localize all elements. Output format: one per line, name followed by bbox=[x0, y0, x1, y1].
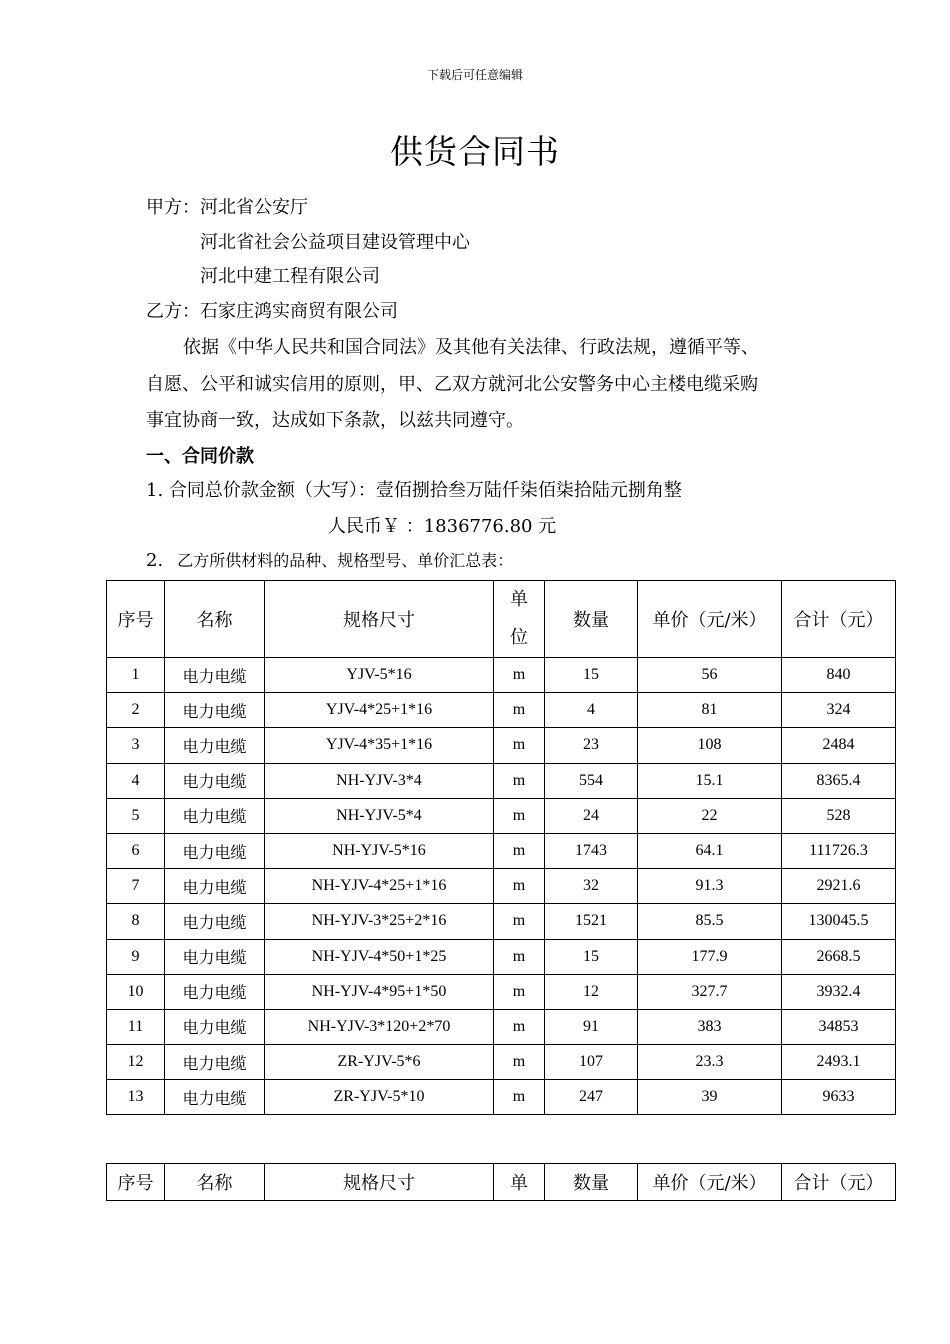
cell-total: 2668.5 bbox=[782, 939, 896, 974]
header-qty: 数量 bbox=[545, 581, 638, 658]
cell-total: 840 bbox=[782, 658, 896, 693]
cell-qty: 554 bbox=[545, 763, 638, 798]
party-a-label: 甲方： bbox=[146, 197, 200, 218]
cell-seq: 6 bbox=[107, 833, 165, 868]
cell-total: 2493.1 bbox=[782, 1045, 896, 1080]
cell-spec: NH-YJV-4*25+1*16 bbox=[265, 869, 494, 904]
cell-total: 528 bbox=[782, 798, 896, 833]
cell-spec: NH-YJV-5*16 bbox=[265, 833, 494, 868]
cell-qty: 4 bbox=[545, 693, 638, 728]
cell-unit: m bbox=[494, 763, 545, 798]
table-header-row bbox=[107, 1164, 896, 1201]
cell-name: 电力电缆 bbox=[165, 1080, 265, 1115]
cell-seq: 10 bbox=[107, 974, 165, 1009]
cell-total: 130045.5 bbox=[782, 904, 896, 939]
table-row bbox=[107, 763, 896, 798]
cell-unit: m bbox=[494, 1045, 545, 1080]
cell-name: 电力电缆 bbox=[165, 833, 265, 868]
cell-seq: 2 bbox=[107, 693, 165, 728]
item-1-total-words: 1. 合同总价款金额（大写）：壹佰捌拾叁万陆仟柒佰柒拾陆元捌角整 bbox=[146, 480, 682, 501]
cell-qty: 12 bbox=[545, 974, 638, 1009]
cell-name: 电力电缆 bbox=[165, 798, 265, 833]
cell-seq: 13 bbox=[107, 1080, 165, 1115]
header-spec: 规格尺寸 bbox=[265, 581, 494, 658]
header-unit-bottom: 位 bbox=[510, 627, 528, 648]
cell-seq: 9 bbox=[107, 939, 165, 974]
cell-name: 电力电缆 bbox=[165, 728, 265, 763]
table-row bbox=[107, 833, 896, 868]
header-qty: 数量 bbox=[545, 1164, 638, 1201]
cell-spec: NH-YJV-3*25+2*16 bbox=[265, 904, 494, 939]
price-table bbox=[106, 580, 896, 1115]
table-row bbox=[107, 1045, 896, 1080]
cell-price: 85.5 bbox=[638, 904, 782, 939]
cell-seq: 4 bbox=[107, 763, 165, 798]
table-row bbox=[107, 693, 896, 728]
header-seq: 序号 bbox=[107, 581, 165, 658]
cell-total: 2484 bbox=[782, 728, 896, 763]
header-note: 下载后可任意编辑 bbox=[426, 68, 523, 82]
cell-seq: 8 bbox=[107, 904, 165, 939]
header-total: 合计（元） bbox=[782, 581, 896, 658]
cell-qty: 15 bbox=[545, 939, 638, 974]
section-1-title: 一、合同价款 bbox=[146, 446, 254, 467]
price-table-continued bbox=[106, 1163, 896, 1201]
cell-price: 15.1 bbox=[638, 763, 782, 798]
party-b-name: 石家庄鸿实商贸有限公司 bbox=[200, 301, 398, 322]
cell-price: 39 bbox=[638, 1080, 782, 1115]
header-spec: 规格尺寸 bbox=[265, 1164, 494, 1201]
cell-price: 81 bbox=[638, 693, 782, 728]
item-2-number: 2. bbox=[146, 550, 164, 571]
table-row bbox=[107, 974, 896, 1009]
cell-spec: YJV-4*35+1*16 bbox=[265, 728, 494, 763]
cell-spec: NH-YJV-4*95+1*50 bbox=[265, 974, 494, 1009]
table-row bbox=[107, 869, 896, 904]
cell-spec: YJV-5*16 bbox=[265, 658, 494, 693]
party-a-name-2: 河北省社会公益项目建设管理中心 bbox=[200, 232, 470, 253]
party-a-line bbox=[146, 193, 308, 219]
cell-qty: 15 bbox=[545, 658, 638, 693]
cell-name: 电力电缆 bbox=[165, 658, 265, 693]
header-unit: 单 bbox=[494, 1164, 545, 1201]
cell-total: 9633 bbox=[782, 1080, 896, 1115]
table-row bbox=[107, 904, 896, 939]
document-title: 供货合同书 bbox=[390, 132, 560, 171]
cell-unit: m bbox=[494, 798, 545, 833]
cell-total: 324 bbox=[782, 693, 896, 728]
cell-unit: m bbox=[494, 728, 545, 763]
table-header-row bbox=[107, 581, 896, 658]
cell-price: 91.3 bbox=[638, 869, 782, 904]
table-row bbox=[107, 658, 896, 693]
cell-seq: 12 bbox=[107, 1045, 165, 1080]
cell-price: 22 bbox=[638, 798, 782, 833]
cell-name: 电力电缆 bbox=[165, 974, 265, 1009]
table-row bbox=[107, 1009, 896, 1044]
cell-price: 177.9 bbox=[638, 939, 782, 974]
cell-qty: 24 bbox=[545, 798, 638, 833]
intro-line-3: 事宜协商一致，达成如下条款，以兹共同遵守。 bbox=[146, 410, 524, 431]
cell-total: 111726.3 bbox=[782, 833, 896, 868]
cell-name: 电力电缆 bbox=[165, 1009, 265, 1044]
cell-spec: NH-YJV-3*120+2*70 bbox=[265, 1009, 494, 1044]
cell-unit: m bbox=[494, 658, 545, 693]
party-b-line bbox=[146, 297, 398, 323]
header-name: 名称 bbox=[165, 1164, 265, 1201]
cell-unit: m bbox=[494, 833, 545, 868]
cell-name: 电力电缆 bbox=[165, 869, 265, 904]
cell-spec: NH-YJV-5*4 bbox=[265, 798, 494, 833]
cell-qty: 32 bbox=[545, 869, 638, 904]
cell-spec: YJV-4*25+1*16 bbox=[265, 693, 494, 728]
cell-seq: 3 bbox=[107, 728, 165, 763]
table-row bbox=[107, 798, 896, 833]
cell-seq: 7 bbox=[107, 869, 165, 904]
cell-price: 64.1 bbox=[638, 833, 782, 868]
cell-unit: m bbox=[494, 1080, 545, 1115]
cell-unit: m bbox=[494, 693, 545, 728]
cell-seq: 1 bbox=[107, 658, 165, 693]
party-a-name-3: 河北中建工程有限公司 bbox=[200, 266, 380, 287]
cell-unit: m bbox=[494, 904, 545, 939]
intro-line-2: 自愿、公平和诚实信用的原则，甲、乙双方就河北公安警务中心主楼电缆采购 bbox=[146, 374, 758, 395]
cell-qty: 247 bbox=[545, 1080, 638, 1115]
cell-spec: ZR-YJV-5*10 bbox=[265, 1080, 494, 1115]
cell-unit: m bbox=[494, 1009, 545, 1044]
item-2-line bbox=[146, 548, 513, 571]
header-seq: 序号 bbox=[107, 1164, 165, 1201]
cell-total: 34853 bbox=[782, 1009, 896, 1044]
cell-name: 电力电缆 bbox=[165, 939, 265, 974]
cell-qty: 23 bbox=[545, 728, 638, 763]
cell-total: 3932.4 bbox=[782, 974, 896, 1009]
cell-spec: NH-YJV-3*4 bbox=[265, 763, 494, 798]
table-row bbox=[107, 1080, 896, 1115]
cell-qty: 91 bbox=[545, 1009, 638, 1044]
cell-unit: m bbox=[494, 869, 545, 904]
cell-unit: m bbox=[494, 974, 545, 1009]
intro-line-1: 依据《中华人民共和国合同法》及其他有关法律、行政法规，遵循平等、 bbox=[183, 337, 759, 358]
cell-price: 23.3 bbox=[638, 1045, 782, 1080]
cell-price: 327.7 bbox=[638, 974, 782, 1009]
cell-qty: 1521 bbox=[545, 904, 638, 939]
cell-seq: 5 bbox=[107, 798, 165, 833]
party-b-label: 乙方： bbox=[146, 301, 200, 322]
header-unit bbox=[494, 581, 545, 658]
header-name: 名称 bbox=[165, 581, 265, 658]
cell-total: 2921.6 bbox=[782, 869, 896, 904]
cell-name: 电力电缆 bbox=[165, 1045, 265, 1080]
cell-unit: m bbox=[494, 939, 545, 974]
header-price: 单价（元/米） bbox=[638, 1164, 782, 1201]
cell-name: 电力电缆 bbox=[165, 763, 265, 798]
table-row bbox=[107, 728, 896, 763]
cell-name: 电力电缆 bbox=[165, 693, 265, 728]
cell-spec: ZR-YJV-5*6 bbox=[265, 1045, 494, 1080]
cell-qty: 1743 bbox=[545, 833, 638, 868]
cell-seq: 11 bbox=[107, 1009, 165, 1044]
cell-spec: NH-YJV-4*50+1*25 bbox=[265, 939, 494, 974]
cell-price: 383 bbox=[638, 1009, 782, 1044]
table-row bbox=[107, 939, 896, 974]
cell-price: 56 bbox=[638, 658, 782, 693]
header-total: 合计（元） bbox=[782, 1164, 896, 1201]
cell-total: 8365.4 bbox=[782, 763, 896, 798]
header-price: 单价（元/米） bbox=[638, 581, 782, 658]
item-2-text: 乙方所供材料的品种、规格型号、单价汇总表： bbox=[177, 551, 514, 570]
cell-name: 电力电缆 bbox=[165, 904, 265, 939]
item-1-total-rmb: 人民币￥ ：1836776.80 元 bbox=[328, 516, 557, 537]
cell-qty: 107 bbox=[545, 1045, 638, 1080]
header-unit-top: 单 bbox=[510, 589, 528, 610]
cell-price: 108 bbox=[638, 728, 782, 763]
party-a-name-1: 河北省公安厅 bbox=[200, 197, 308, 218]
